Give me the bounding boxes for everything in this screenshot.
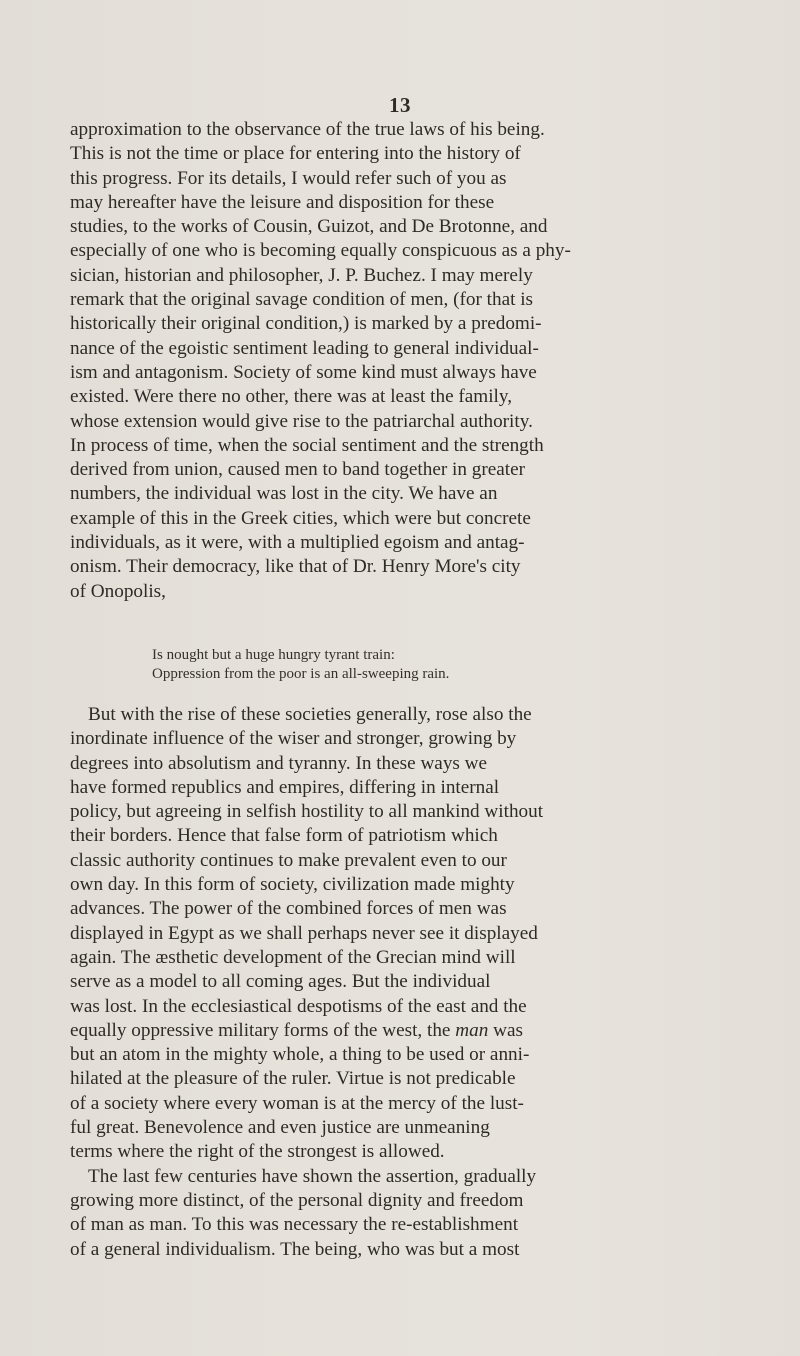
- text-line: inordinate influence of the wiser and stronger, growing by: [70, 728, 517, 750]
- text-line: again. The æsthetic development of the Grecian mind will: [70, 946, 516, 968]
- text-line: displayed in Egypt as we shall perhaps never see it displayed: [70, 922, 538, 944]
- verse-quotation: [152, 646, 449, 684]
- text-line: existed. Were there no other, there was at least the family,: [70, 386, 513, 408]
- text-line: of man as man. To this was necessary the re-establishment: [70, 1214, 519, 1236]
- text-line: example of this in the Greek cities, which were but concrete: [70, 507, 531, 529]
- text-line: growing more distinct, of the personal dignity and freedom: [70, 1189, 524, 1211]
- page-number: 13: [389, 93, 411, 117]
- verse-line: Is nought but a huge hungry tyrant train:: [152, 647, 395, 663]
- text-line: of Onopolis,: [70, 580, 166, 602]
- verse-line: Oppression from the poor is an all-sweeping rain.: [152, 666, 450, 682]
- text-line: was lost. In the ecclesiastical despotisms of the east and the: [70, 995, 527, 1017]
- text-line: this progress. For its details, I would refer such of you as: [70, 167, 507, 189]
- text-line: The last few centuries have shown the assertion, gradually: [88, 1165, 537, 1187]
- text-line: policy, but agreeing in selfish hostility to all mankind without: [70, 801, 544, 823]
- text-line: But with the rise of these societies generally, rose also the: [88, 704, 532, 725]
- text-line: whose extension would give rise to the patriarchal authority.: [70, 410, 533, 432]
- text-line: individuals, as it were, with a multiplied egoism and antag-: [70, 532, 525, 554]
- text-line: advances. The power of the combined forces of men was: [70, 898, 507, 920]
- text-line: approximation to the observance of the true laws of his being.: [70, 119, 545, 140]
- text-line: terms where the right of the strongest is allowed.: [70, 1141, 445, 1163]
- text-fragment: equally oppressive military forms of the west, the: [70, 1019, 456, 1041]
- text-line: have formed republics and empires, differing in internal: [70, 776, 500, 798]
- text-line: In process of time, when the social sentiment and the strength: [70, 434, 544, 456]
- text-line: ism and antagonism. Society of some kind must always have: [70, 361, 537, 383]
- paragraph-2: [70, 703, 694, 1262]
- text-fragment: was: [488, 1019, 523, 1041]
- text-line: hilated at the pleasure of the ruler. Virtue is not predicable: [70, 1068, 516, 1090]
- text-line: may hereafter have the leisure and disposition for these: [70, 191, 495, 213]
- text-line: serve as a model to all coming ages. But the individual: [70, 971, 491, 993]
- text-line: of a general individualism. The being, who was but a most: [70, 1238, 520, 1260]
- text-line: their borders. Hence that false form of patriotism which: [70, 825, 498, 847]
- text-line: own day. In this form of society, civilization made mighty: [70, 874, 515, 896]
- text-line: especially of one who is becoming equally conspicuous as a phy-: [70, 240, 571, 262]
- text-line: ful great. Benevolence and even justice are unmeaning: [70, 1117, 490, 1139]
- italic-word-man: man: [455, 1019, 489, 1041]
- text-line: but an atom in the mighty whole, a thing to be used or anni-: [70, 1044, 530, 1066]
- text-line: onism. Their democracy, like that of Dr. Henry More's city: [70, 556, 521, 578]
- text-line: remark that the original savage condition of men, (for that is: [70, 289, 534, 311]
- text-line: sician, historian and philosopher, J. P. Buchez. I may merely: [70, 264, 533, 286]
- text-line: This is not the time or place for entering into the history of: [70, 143, 521, 165]
- text-line: of a society where every woman is at the mercy of the lust-: [70, 1092, 524, 1114]
- text-line: classic authority continues to make prevalent even to our: [70, 849, 507, 871]
- text-line: derived from union, caused men to band together in greater: [70, 459, 526, 481]
- text-line: nance of the egoistic sentiment leading to general individual-: [70, 337, 539, 359]
- text-line: degrees into absolutism and tyranny. In these ways we: [70, 752, 488, 774]
- text-line: studies, to the works of Cousin, Guizot, and De Brotonne, and: [70, 216, 548, 238]
- paragraph-1: [70, 118, 694, 604]
- text-line: [70, 1019, 694, 1043]
- text-line: historically their original condition,) is marked by a predomi-: [70, 313, 542, 335]
- text-line: numbers, the individual was lost in the city. We have an: [70, 483, 498, 505]
